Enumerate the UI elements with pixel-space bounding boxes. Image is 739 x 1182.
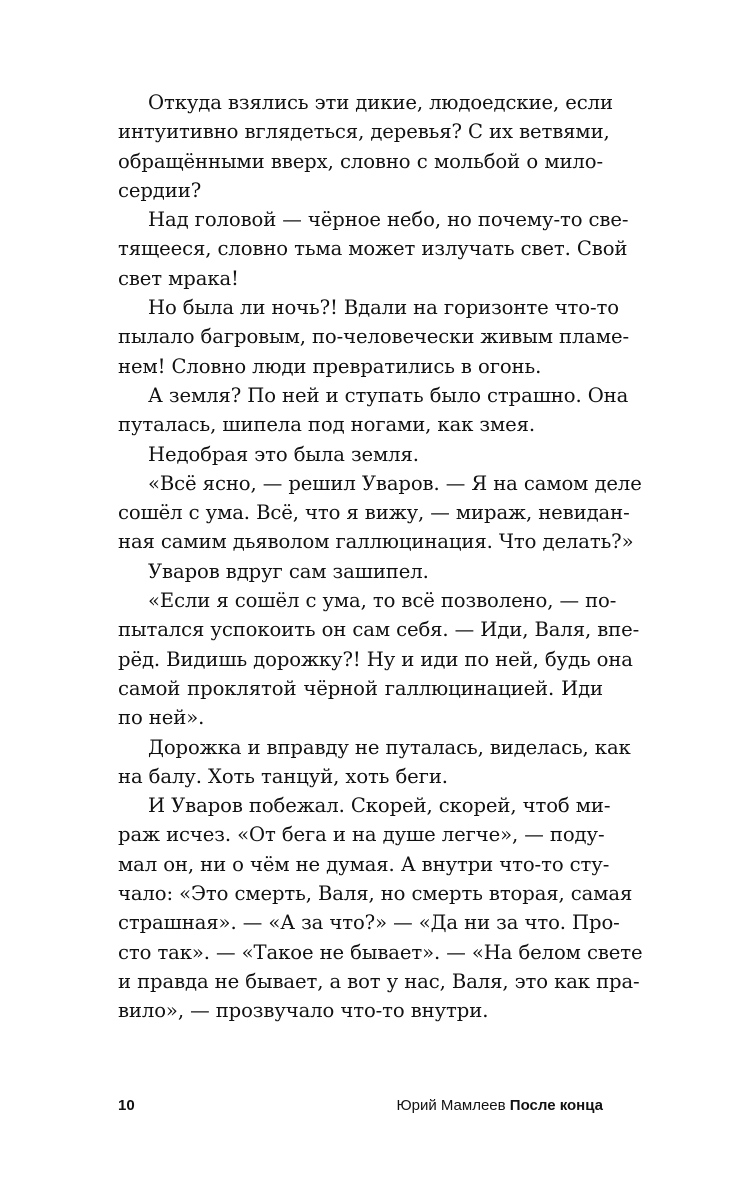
- text-line: И Уваров побежал. Скорей, скорей, чтоб ми-: [148, 794, 611, 818]
- paragraph: [118, 469, 642, 557]
- text-line: и правда не бывает, а вот у нас, Валя, это как пра-: [118, 969, 640, 993]
- text-line: самой проклятой чёрной галлюцинацией. Иди: [118, 676, 603, 700]
- text-line: ная самим дьяволом галлюцинация. Что делать?»: [118, 530, 634, 554]
- page-footer: [118, 1094, 603, 1118]
- text-line: на балу. Хоть танцуй, хоть беги.: [118, 764, 448, 788]
- text-line: вило», — прозвучало что-то внутри.: [118, 999, 489, 1023]
- text-line: рёд. Видишь дорожку?! Ну и иди по ней, будь она: [118, 647, 633, 671]
- text-line: мал он, ни о чём не думая. А внутри что-то сту-: [118, 852, 610, 876]
- text-line: Откуда взялись эти дикие, людоедские, если: [148, 91, 613, 114]
- text-line: пылало багровым, по-человечески живым пламе-: [118, 325, 630, 349]
- paragraph: [118, 381, 629, 440]
- paragraph: [118, 733, 631, 792]
- text-line: Уваров вдруг сам зашипел.: [148, 559, 429, 583]
- text-line: сошёл с ума. Всё, что я вижу, — мираж, невидан-: [118, 501, 630, 525]
- paragraph: [118, 586, 640, 732]
- paragraph: [118, 88, 613, 205]
- text-line: «Если я сошёл с ума, то всё позволено, — по-: [148, 589, 617, 613]
- page-number: 10: [118, 1097, 135, 1114]
- text-line: Но была ли ночь?! Вдали на горизонте что-то: [148, 296, 619, 320]
- book-title: После конца: [509, 1097, 603, 1114]
- paragraph: [118, 293, 630, 381]
- text-line: по ней».: [118, 706, 205, 730]
- text-line: А земля? По ней и ступать было страшно. Она: [148, 383, 629, 407]
- text-line: пытался успокоить он сам себя. — Иди, Валя, впе-: [118, 618, 640, 642]
- text-line: тящееся, словно тьма может излучать свет. Свой: [118, 237, 628, 261]
- text-line: страшная». — «А за что?» — «Да ни за что. Про-: [118, 911, 620, 935]
- text-line: путалась, шипела под ногами, как змея.: [118, 413, 536, 437]
- text-line: «Всё ясно, — решил Уваров. — Я на самом деле: [148, 471, 642, 495]
- text-line: раж исчез. «От бега и на душе легче», — поду-: [118, 823, 605, 847]
- running-title: [396, 1094, 603, 1118]
- text-line: чало: «Это смерть, Валя, но смерть вторая, самая: [118, 882, 633, 906]
- paragraph: [118, 557, 603, 586]
- text-line: Недобрая это была земля.: [148, 442, 419, 466]
- text-line: интуитивно вглядеться, деревья? С их ветвями,: [118, 120, 610, 144]
- text-block: [118, 88, 643, 1026]
- text-line: Дорожка и вправду не путалась, виделась, как: [148, 735, 631, 759]
- text-line: нем! Словно люди превратились в огонь.: [118, 354, 542, 378]
- text-line: свет мрака!: [118, 266, 239, 290]
- text-line: сто так». — «Такое не бывает». — «На белом свете: [118, 940, 643, 964]
- text-line: сердии?: [118, 178, 202, 202]
- text-line: обращёнными вверх, словно с мольбой о мило-: [118, 149, 603, 173]
- text-line: Над головой — чёрное небо, но почему-то све-: [148, 208, 629, 232]
- author-name: Юрий Мамлеев: [396, 1097, 506, 1114]
- paragraph: [118, 205, 629, 293]
- paragraph: [118, 440, 603, 469]
- paragraph: [118, 791, 643, 1025]
